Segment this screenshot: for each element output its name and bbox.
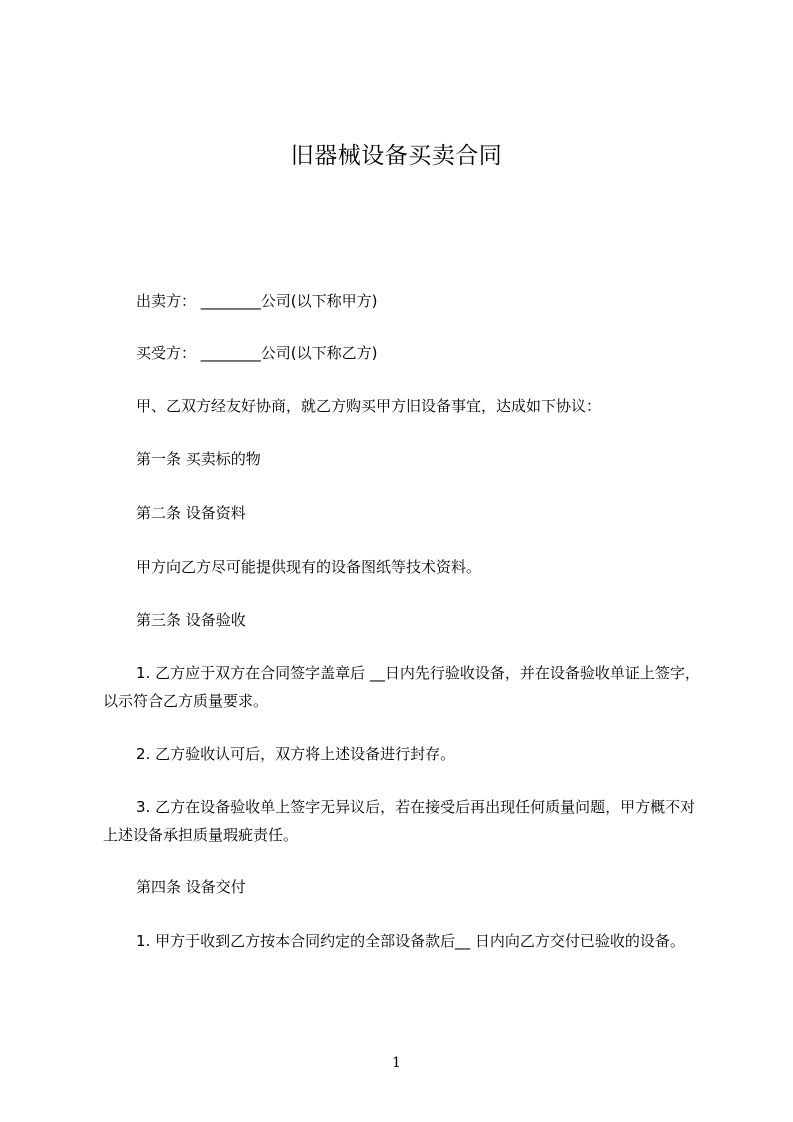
page-number: 1 bbox=[392, 1055, 401, 1071]
article-3-clause-2: 2. 乙方验收认可后，双方将上述设备进行封存。 bbox=[136, 745, 456, 763]
article-3-heading: 第三条 设备验收 bbox=[136, 611, 246, 629]
article-2-text: 甲方向乙方尽可能提供现有的设备图纸等技术资料。 bbox=[136, 558, 482, 576]
article-4-heading: 第四条 设备交付 bbox=[136, 878, 246, 896]
page-title: 旧器械设备买卖合同 bbox=[290, 143, 503, 169]
intro-paragraph: 甲、乙双方经友好协商，就乙方购买甲方旧设备事宜，达成如下协议： bbox=[136, 397, 602, 415]
buyer-line: 买受方： ________公司(以下称乙方) bbox=[136, 344, 378, 362]
article-4-clause-1: 1. 甲方于收到乙方按本合同约定的全部设备款后__ 日内向乙方交付已验收的设备。 bbox=[136, 932, 685, 950]
article-3-clause-3: 3. 乙方在设备验收单上签字无异议后，若在接受后再出现任何质量问题，甲方概不对上述设备承担质量瑕疵责任。 bbox=[103, 798, 696, 844]
article-2-heading: 第二条 设备资料 bbox=[136, 504, 246, 522]
article-1-heading: 第一条 买卖标的物 bbox=[136, 450, 261, 468]
seller-line: 出卖方： ________公司(以下称甲方) bbox=[136, 292, 378, 310]
article-3-clause-1: 1. 乙方应于双方在合同签字盖章后 __日内先行验收设备，并在设备验收单证上签字，以示符合乙方质量要求。 bbox=[103, 664, 700, 710]
